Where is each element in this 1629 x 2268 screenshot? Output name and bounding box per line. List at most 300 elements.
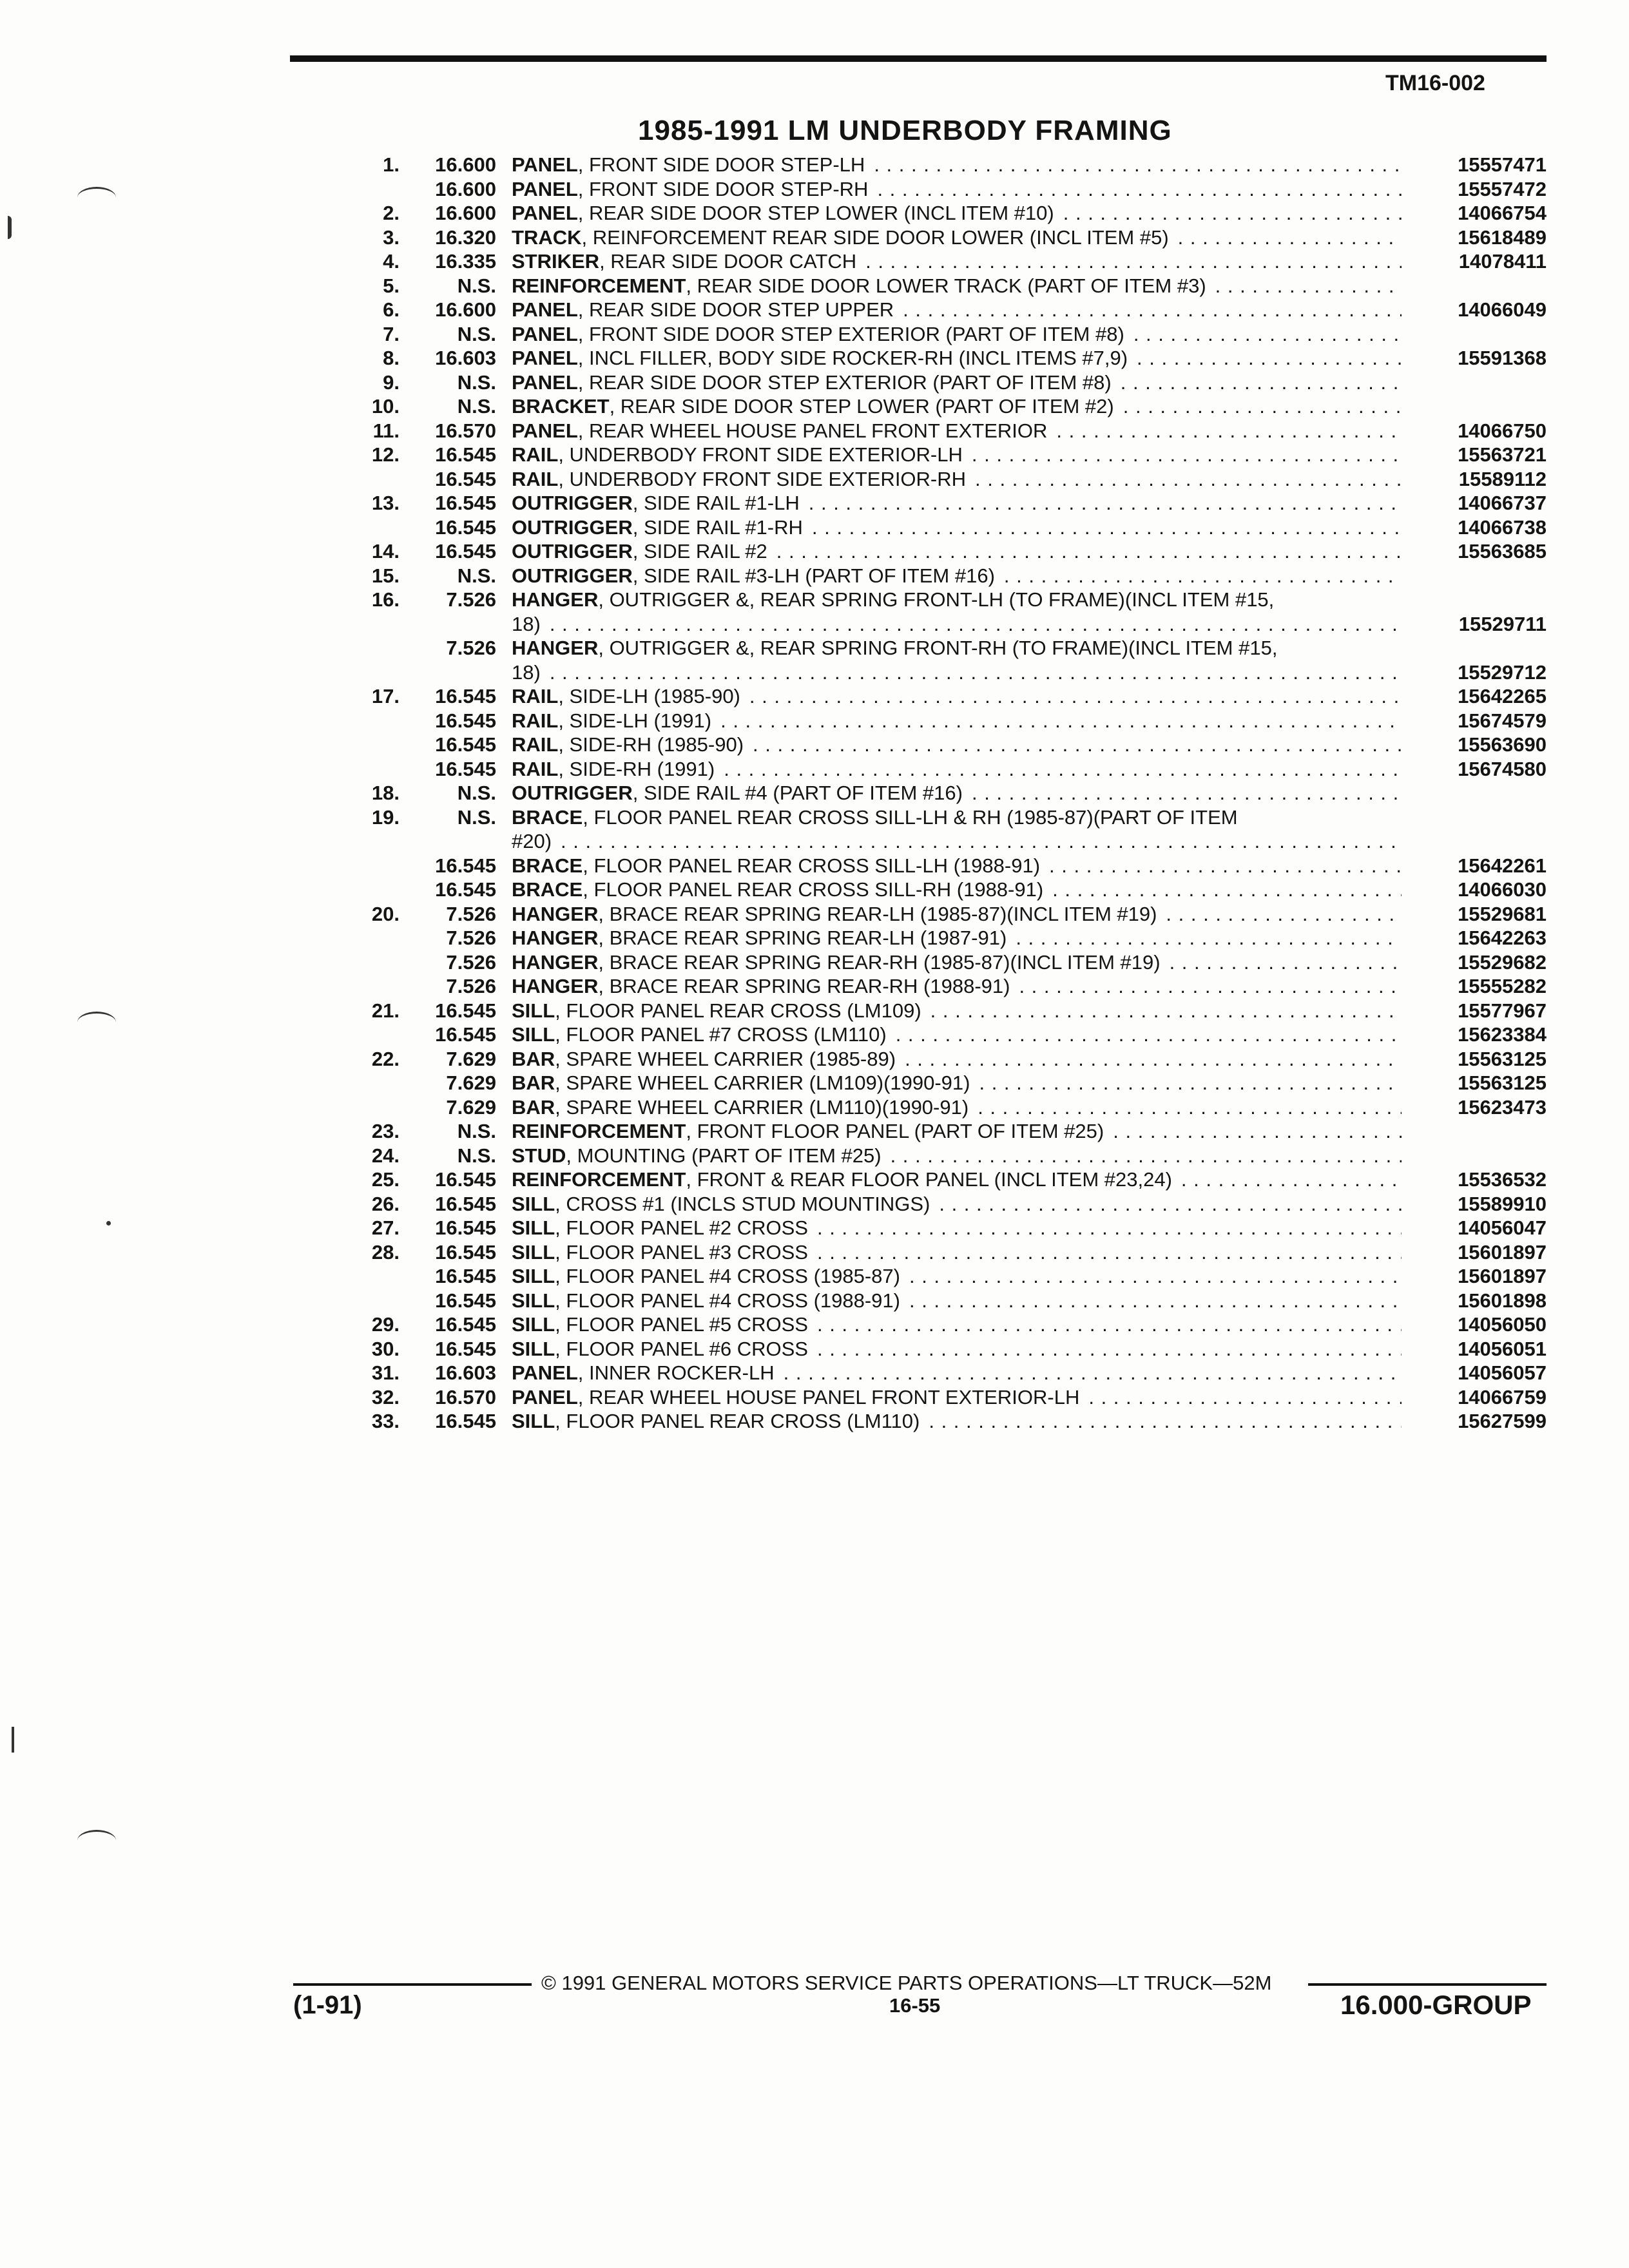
item-number: 30. bbox=[371, 1337, 400, 1360]
part-detail: , INNER ROCKER-LH bbox=[577, 1361, 775, 1384]
group-number: 7.526 bbox=[446, 588, 496, 611]
part-number: 15674579 bbox=[1458, 709, 1547, 732]
part-number: 14056051 bbox=[1458, 1337, 1547, 1360]
part-row bbox=[335, 370, 1547, 395]
part-detail: , FLOOR PANEL #6 CROSS bbox=[555, 1337, 808, 1360]
part-number: 15529682 bbox=[1458, 950, 1547, 974]
part-name: BAR bbox=[512, 1072, 555, 1094]
group-number: 7.526 bbox=[446, 975, 496, 997]
part-number: 15642261 bbox=[1458, 854, 1547, 877]
group-number: 16.545 bbox=[435, 1240, 496, 1264]
part-number: 15557472 bbox=[1458, 177, 1547, 200]
part-description bbox=[512, 370, 1402, 395]
part-description bbox=[512, 394, 1402, 419]
item-number: 6. bbox=[383, 298, 400, 321]
part-detail: , FLOOR PANEL REAR CROSS SILL-LH & RH (1985-87)(PART OF ITEM bbox=[583, 805, 1238, 829]
part-row bbox=[335, 1361, 1547, 1385]
part-description bbox=[512, 226, 1402, 250]
group-number: 7.629 bbox=[446, 1095, 496, 1119]
item-number: 11. bbox=[372, 419, 400, 442]
item-number: 32. bbox=[371, 1385, 400, 1408]
part-detail: , SPARE WHEEL CARRIER (LM109)(1990-91) bbox=[555, 1072, 970, 1094]
part-detail: , FRONT SIDE DOOR STEP-LH bbox=[577, 153, 865, 176]
part-row bbox=[335, 1312, 1547, 1337]
item-number: 29. bbox=[371, 1313, 400, 1336]
group-label: 16.000-GROUP bbox=[1340, 1990, 1532, 2020]
part-name: RAIL bbox=[512, 443, 559, 466]
part-detail: , FRONT & REAR FLOOR PANEL (INCL ITEM #23,24) bbox=[686, 1168, 1172, 1191]
item-number: 14. bbox=[371, 540, 400, 562]
part-row bbox=[335, 322, 1547, 347]
part-row bbox=[335, 660, 1547, 685]
part-detail: , SIDE-RH (1985-90) bbox=[558, 733, 744, 756]
part-detail: , REAR SIDE DOOR LOWER TRACK (PART OF ITEM #3) bbox=[686, 274, 1206, 297]
part-description bbox=[512, 153, 1402, 177]
revision-date: (1-91) bbox=[293, 1991, 362, 2019]
part-detail: , FLOOR PANEL #2 CROSS bbox=[555, 1216, 808, 1239]
part-detail: , FRONT FLOOR PANEL (PART OF ITEM #25) bbox=[686, 1120, 1104, 1142]
group-number: N.S. bbox=[457, 370, 496, 394]
item-number: 13. bbox=[371, 492, 400, 514]
part-row bbox=[335, 709, 1547, 733]
part-detail: , REAR WHEEL HOUSE PANEL FRONT EXTERIOR-LH bbox=[577, 1385, 1080, 1408]
part-name: HANGER bbox=[512, 975, 599, 997]
part-description bbox=[512, 781, 1402, 805]
group-number: N.S. bbox=[457, 274, 496, 297]
group-number: 16.545 bbox=[435, 1313, 496, 1336]
part-number: 15563721 bbox=[1458, 443, 1547, 466]
part-name: SILL bbox=[512, 1265, 555, 1287]
part-row bbox=[335, 902, 1547, 927]
part-row bbox=[335, 226, 1547, 250]
part-detail: , FLOOR PANEL #5 CROSS bbox=[555, 1313, 808, 1336]
part-description bbox=[512, 854, 1402, 878]
item-number: 26. bbox=[371, 1192, 400, 1215]
part-row bbox=[335, 1192, 1547, 1216]
part-number: 15642263 bbox=[1458, 927, 1547, 949]
part-detail: , BRACE REAR SPRING REAR-LH (1987-91) bbox=[598, 927, 1007, 949]
part-detail: , SPARE WHEEL CARRIER (1985-89) bbox=[555, 1047, 896, 1070]
part-description bbox=[512, 467, 1402, 492]
part-number: 15601898 bbox=[1458, 1289, 1547, 1312]
part-description bbox=[512, 1289, 1402, 1313]
part-detail: , SIDE RAIL #2 bbox=[632, 540, 767, 562]
item-number: 5. bbox=[383, 274, 400, 297]
part-row bbox=[335, 1144, 1547, 1168]
part-number: 15589112 bbox=[1458, 467, 1547, 490]
part-description bbox=[512, 1337, 1402, 1361]
part-description bbox=[512, 612, 1402, 637]
group-number: 16.545 bbox=[435, 1265, 496, 1287]
part-number: 15601897 bbox=[1458, 1240, 1547, 1264]
part-name: REINFORCEMENT bbox=[512, 274, 686, 297]
part-description bbox=[512, 249, 1402, 274]
group-number: 16.600 bbox=[435, 298, 496, 321]
part-name: RAIL bbox=[512, 757, 559, 780]
part-row bbox=[335, 733, 1547, 757]
part-row bbox=[335, 1385, 1547, 1410]
part-name: PANEL bbox=[512, 202, 578, 224]
part-number: 14066737 bbox=[1458, 492, 1547, 514]
part-description bbox=[512, 878, 1402, 902]
part-number: 14078411 bbox=[1458, 250, 1547, 273]
group-number: N.S. bbox=[457, 1120, 496, 1142]
part-description bbox=[512, 999, 1402, 1023]
part-row bbox=[335, 467, 1547, 492]
part-description bbox=[512, 201, 1402, 226]
part-number: 14066754 bbox=[1458, 202, 1547, 224]
group-number: 16.600 bbox=[435, 202, 496, 224]
part-name: BRACE bbox=[512, 805, 583, 829]
part-description bbox=[512, 950, 1402, 975]
part-description bbox=[512, 974, 1402, 999]
part-description bbox=[512, 1409, 1402, 1434]
part-detail: , FLOOR PANEL #7 CROSS (LM110) bbox=[555, 1023, 887, 1046]
group-number: 7.629 bbox=[446, 1072, 496, 1094]
part-description bbox=[512, 298, 1402, 322]
part-row bbox=[335, 612, 1547, 637]
part-detail: , UNDERBODY FRONT SIDE EXTERIOR-RH bbox=[558, 467, 967, 490]
part-row bbox=[335, 1095, 1547, 1120]
group-number: 16.545 bbox=[435, 515, 496, 539]
item-number: 4. bbox=[383, 250, 400, 273]
part-name: SILL bbox=[512, 1192, 555, 1215]
doc-number: TM16-002 bbox=[1385, 71, 1485, 95]
part-name: REINFORCEMENT bbox=[512, 1120, 686, 1142]
group-number: 16.545 bbox=[435, 1289, 496, 1312]
part-description bbox=[512, 515, 1402, 540]
top-rule bbox=[290, 55, 1547, 62]
part-name: PANEL bbox=[512, 153, 578, 176]
part-name: PANEL bbox=[512, 370, 578, 394]
item-number: 18. bbox=[371, 782, 400, 804]
item-number: 8. bbox=[383, 347, 400, 369]
group-number: 16.545 bbox=[435, 999, 496, 1022]
item-number: 24. bbox=[371, 1144, 400, 1167]
part-name: SILL bbox=[512, 1313, 555, 1336]
part-number: 15623473 bbox=[1458, 1095, 1547, 1119]
part-row bbox=[335, 1047, 1547, 1072]
part-name: BAR bbox=[512, 1095, 555, 1119]
part-detail: , OUTRIGGER &, REAR SPRING FRONT-LH (TO FRAME)(INCL ITEM #15, bbox=[598, 588, 1275, 611]
item-number: 12. bbox=[371, 443, 400, 466]
part-detail: , REINFORCEMENT REAR SIDE DOOR LOWER (INCL ITEM #5) bbox=[581, 226, 1169, 249]
part-detail: , SIDE RAIL #4 (PART OF ITEM #16) bbox=[632, 782, 963, 804]
part-detail: , REAR SIDE DOOR CATCH bbox=[599, 250, 857, 273]
part-description bbox=[512, 709, 1402, 733]
part-name: RAIL bbox=[512, 733, 559, 756]
item-number: 25. bbox=[371, 1168, 400, 1191]
part-name: SILL bbox=[512, 1216, 555, 1239]
group-number: N.S. bbox=[457, 1144, 496, 1167]
margin-mark bbox=[77, 1012, 116, 1033]
part-number: 15591368 bbox=[1458, 347, 1547, 369]
part-detail: , OUTRIGGER &, REAR SPRING FRONT-RH (TO FRAME)(INCL ITEM #15, bbox=[598, 637, 1278, 659]
page-title: 1985-1991 LM UNDERBODY FRAMING bbox=[638, 115, 1172, 146]
part-row bbox=[335, 346, 1547, 370]
part-number: 14066030 bbox=[1458, 878, 1547, 901]
part-name: BRACE bbox=[512, 878, 583, 901]
part-description bbox=[512, 684, 1402, 709]
group-number: 16.603 bbox=[435, 1361, 496, 1384]
part-row bbox=[335, 1337, 1547, 1361]
group-number: 16.545 bbox=[435, 757, 496, 780]
part-detail: , SIDE-LH (1985-90) bbox=[558, 685, 740, 707]
item-number: 22. bbox=[371, 1047, 400, 1070]
group-number: 16.570 bbox=[435, 419, 496, 442]
group-number: 16.570 bbox=[435, 1385, 496, 1408]
part-description bbox=[512, 733, 1402, 757]
part-detail: , FRONT SIDE DOOR STEP EXTERIOR (PART OF ITEM #8) bbox=[577, 322, 1124, 345]
part-detail: , BRACE REAR SPRING REAR-RH (1985-87)(INCL ITEM #19) bbox=[598, 950, 1161, 974]
part-name: REINFORCEMENT bbox=[512, 1168, 686, 1191]
part-row bbox=[335, 684, 1547, 709]
part-number: 15618489 bbox=[1458, 226, 1547, 249]
group-number: 16.600 bbox=[435, 153, 496, 176]
item-number: 10. bbox=[371, 395, 400, 418]
group-number: 16.545 bbox=[435, 1337, 496, 1360]
group-number: N.S. bbox=[457, 782, 496, 804]
part-number: 15577967 bbox=[1458, 999, 1547, 1022]
part-description bbox=[512, 346, 1402, 370]
group-number: 16.545 bbox=[435, 733, 496, 756]
part-row bbox=[335, 443, 1547, 467]
footer-rule-right bbox=[1308, 1983, 1547, 1986]
item-number: 16. bbox=[371, 588, 400, 611]
part-row bbox=[335, 781, 1547, 805]
part-row bbox=[335, 757, 1547, 782]
part-description bbox=[512, 564, 1402, 588]
part-detail: , BRACE REAR SPRING REAR-LH (1985-87)(INCL ITEM #19) bbox=[598, 902, 1157, 925]
part-detail: , SIDE-RH (1991) bbox=[558, 757, 715, 780]
part-description bbox=[512, 636, 1402, 660]
part-row bbox=[335, 950, 1547, 975]
part-name: PANEL bbox=[512, 1385, 578, 1408]
part-detail: , UNDERBODY FRONT SIDE EXTERIOR-LH bbox=[558, 443, 963, 466]
group-number: 7.526 bbox=[446, 927, 496, 949]
part-detail: , FLOOR PANEL REAR CROSS SILL-LH (1988-91) bbox=[583, 854, 1041, 877]
parts-list bbox=[335, 153, 1547, 1434]
group-number: N.S. bbox=[457, 395, 496, 418]
part-description bbox=[512, 1240, 1402, 1265]
item-number: 28. bbox=[371, 1240, 400, 1264]
part-row bbox=[335, 491, 1547, 515]
copyright-line: © 1991 GENERAL MOTORS SERVICE PARTS OPERATIONS—LT TRUCK—52M bbox=[541, 1972, 1272, 1994]
part-detail: , REAR SIDE DOOR STEP LOWER (INCL ITEM #10) bbox=[577, 202, 1054, 224]
part-number: 14056047 bbox=[1458, 1216, 1547, 1239]
part-description bbox=[512, 1312, 1402, 1337]
part-name: PANEL bbox=[512, 177, 578, 200]
part-name: PANEL bbox=[512, 322, 578, 345]
part-number: 15627599 bbox=[1458, 1410, 1547, 1432]
part-name: SILL bbox=[512, 999, 555, 1022]
part-name: HANGER bbox=[512, 950, 599, 974]
item-number: 19. bbox=[371, 805, 400, 829]
part-name: SILL bbox=[512, 1337, 555, 1360]
part-detail: , SIDE-LH (1991) bbox=[558, 709, 712, 732]
part-description bbox=[512, 1385, 1402, 1410]
part-detail: , FRONT SIDE DOOR STEP-RH bbox=[577, 177, 869, 200]
group-number: 7.526 bbox=[446, 902, 496, 925]
part-detail: , FLOOR PANEL #3 CROSS bbox=[555, 1240, 808, 1264]
part-row bbox=[335, 974, 1547, 999]
item-number: 23. bbox=[371, 1120, 400, 1142]
part-name: BRACE bbox=[512, 854, 583, 877]
part-row bbox=[335, 1289, 1547, 1313]
group-number: 16.545 bbox=[435, 1410, 496, 1432]
part-name: STRIKER bbox=[512, 250, 600, 273]
margin-mark bbox=[8, 216, 12, 239]
part-row bbox=[335, 1071, 1547, 1095]
item-number: 33. bbox=[371, 1410, 400, 1432]
group-number: 16.545 bbox=[435, 540, 496, 562]
part-name: OUTRIGGER bbox=[512, 564, 633, 587]
part-number: 15529711 bbox=[1458, 612, 1547, 635]
part-detail: , REAR WHEEL HOUSE PANEL FRONT EXTERIOR bbox=[577, 419, 1048, 442]
part-description bbox=[512, 1216, 1402, 1240]
part-number: 14066759 bbox=[1458, 1385, 1547, 1408]
part-number: 15563685 bbox=[1458, 540, 1547, 562]
part-description bbox=[512, 322, 1402, 347]
part-number: 15563125 bbox=[1458, 1072, 1547, 1094]
part-description bbox=[512, 177, 1402, 202]
part-description bbox=[512, 491, 1402, 515]
part-row bbox=[335, 1264, 1547, 1289]
item-number: 7. bbox=[383, 322, 400, 345]
group-number: 16.545 bbox=[435, 878, 496, 901]
group-number: 16.335 bbox=[435, 250, 496, 273]
item-number: 15. bbox=[371, 564, 400, 587]
part-number: 15555282 bbox=[1458, 975, 1547, 997]
part-description bbox=[512, 660, 1402, 685]
part-number: 15589910 bbox=[1458, 1192, 1547, 1215]
part-detail: 18) bbox=[512, 612, 541, 635]
part-name: BRACKET bbox=[512, 395, 610, 418]
part-detail: , FLOOR PANEL REAR CROSS (LM110) bbox=[555, 1410, 920, 1432]
part-row bbox=[335, 1216, 1547, 1240]
item-number: 27. bbox=[371, 1216, 400, 1239]
part-description bbox=[512, 539, 1402, 564]
part-description bbox=[512, 443, 1402, 467]
part-description bbox=[512, 419, 1402, 443]
part-detail: , INCL FILLER, BODY SIDE ROCKER-RH (INCL ITEMS #7,9) bbox=[577, 347, 1128, 369]
part-detail: , FLOOR PANEL #4 CROSS (1985-87) bbox=[555, 1265, 900, 1287]
group-number: 16.545 bbox=[435, 1168, 496, 1191]
part-detail: 18) bbox=[512, 660, 541, 684]
part-detail: , FLOOR PANEL REAR CROSS SILL-RH (1988-91) bbox=[583, 878, 1044, 901]
part-number: 14066750 bbox=[1458, 419, 1547, 442]
part-description bbox=[512, 1264, 1402, 1289]
part-row bbox=[335, 854, 1547, 878]
part-description bbox=[512, 926, 1402, 950]
part-description bbox=[512, 588, 1402, 612]
part-name: PANEL bbox=[512, 298, 578, 321]
group-number: 16.545 bbox=[435, 492, 496, 514]
part-detail: , FLOOR PANEL REAR CROSS (LM109) bbox=[555, 999, 921, 1022]
part-name: PANEL bbox=[512, 347, 578, 369]
margin-mark bbox=[77, 187, 116, 208]
part-name: OUTRIGGER bbox=[512, 540, 633, 562]
part-description bbox=[512, 1168, 1402, 1192]
part-row bbox=[335, 805, 1547, 830]
part-number: 15563125 bbox=[1458, 1047, 1547, 1070]
part-name: RAIL bbox=[512, 709, 559, 732]
part-row bbox=[335, 829, 1547, 854]
part-name: TRACK bbox=[512, 226, 582, 249]
part-row bbox=[335, 419, 1547, 443]
part-row bbox=[335, 298, 1547, 322]
item-number: 17. bbox=[371, 685, 400, 707]
part-detail: , CROSS #1 (INCLS STUD MOUNTINGS) bbox=[555, 1192, 930, 1215]
part-row bbox=[335, 515, 1547, 540]
part-name: STUD bbox=[512, 1144, 566, 1167]
part-row bbox=[335, 588, 1547, 612]
part-name: PANEL bbox=[512, 419, 578, 442]
part-number: 15601897 bbox=[1458, 1265, 1547, 1287]
speck bbox=[106, 1221, 111, 1225]
part-row bbox=[335, 878, 1547, 902]
part-name: HANGER bbox=[512, 588, 599, 611]
part-description bbox=[512, 902, 1402, 927]
item-number: 2. bbox=[383, 202, 400, 224]
part-number: 14066738 bbox=[1458, 515, 1547, 539]
group-number: 16.545 bbox=[435, 467, 496, 490]
part-description bbox=[512, 805, 1402, 830]
part-detail: , BRACE REAR SPRING REAR-RH (1988-91) bbox=[598, 975, 1010, 997]
part-name: SILL bbox=[512, 1410, 555, 1432]
part-row bbox=[335, 394, 1547, 419]
part-name: HANGER bbox=[512, 927, 599, 949]
group-number: 16.600 bbox=[435, 177, 496, 200]
group-number: 16.545 bbox=[435, 709, 496, 732]
group-number: 16.545 bbox=[435, 685, 496, 707]
item-number: 3. bbox=[383, 226, 400, 249]
part-detail: , FLOOR PANEL #4 CROSS (1988-91) bbox=[555, 1289, 900, 1312]
group-number: N.S. bbox=[457, 805, 496, 829]
part-name: SILL bbox=[512, 1023, 555, 1046]
part-number: 14056057 bbox=[1458, 1361, 1547, 1384]
part-detail: , SIDE RAIL #1-LH bbox=[632, 492, 800, 514]
part-name: PANEL bbox=[512, 1361, 578, 1384]
part-number: 15623384 bbox=[1458, 1023, 1547, 1046]
part-row bbox=[335, 564, 1547, 588]
part-name: RAIL bbox=[512, 685, 559, 707]
part-number: 15642265 bbox=[1458, 685, 1547, 707]
group-number: 16.545 bbox=[435, 1023, 496, 1046]
part-number: 14066049 bbox=[1458, 298, 1547, 321]
part-number: 15674580 bbox=[1458, 757, 1547, 780]
group-number: 16.603 bbox=[435, 347, 496, 369]
part-detail: , MOUNTING (PART OF ITEM #25) bbox=[566, 1144, 882, 1167]
part-row bbox=[335, 999, 1547, 1023]
part-name: OUTRIGGER bbox=[512, 782, 633, 804]
part-description bbox=[512, 1047, 1402, 1072]
part-row bbox=[335, 177, 1547, 202]
part-detail: , REAR SIDE DOOR STEP LOWER (PART OF ITEM #2) bbox=[609, 395, 1114, 418]
group-number: 7.526 bbox=[446, 950, 496, 974]
part-description bbox=[512, 274, 1402, 298]
part-row bbox=[335, 1023, 1547, 1047]
group-number: 16.320 bbox=[435, 226, 496, 249]
margin-mark bbox=[77, 1830, 116, 1851]
group-number: 16.545 bbox=[435, 443, 496, 466]
part-description bbox=[512, 1192, 1402, 1216]
part-name: HANGER bbox=[512, 902, 599, 925]
part-row bbox=[335, 201, 1547, 226]
part-description bbox=[512, 1095, 1402, 1120]
part-name: SILL bbox=[512, 1289, 555, 1312]
part-number: 15529712 bbox=[1458, 660, 1547, 684]
